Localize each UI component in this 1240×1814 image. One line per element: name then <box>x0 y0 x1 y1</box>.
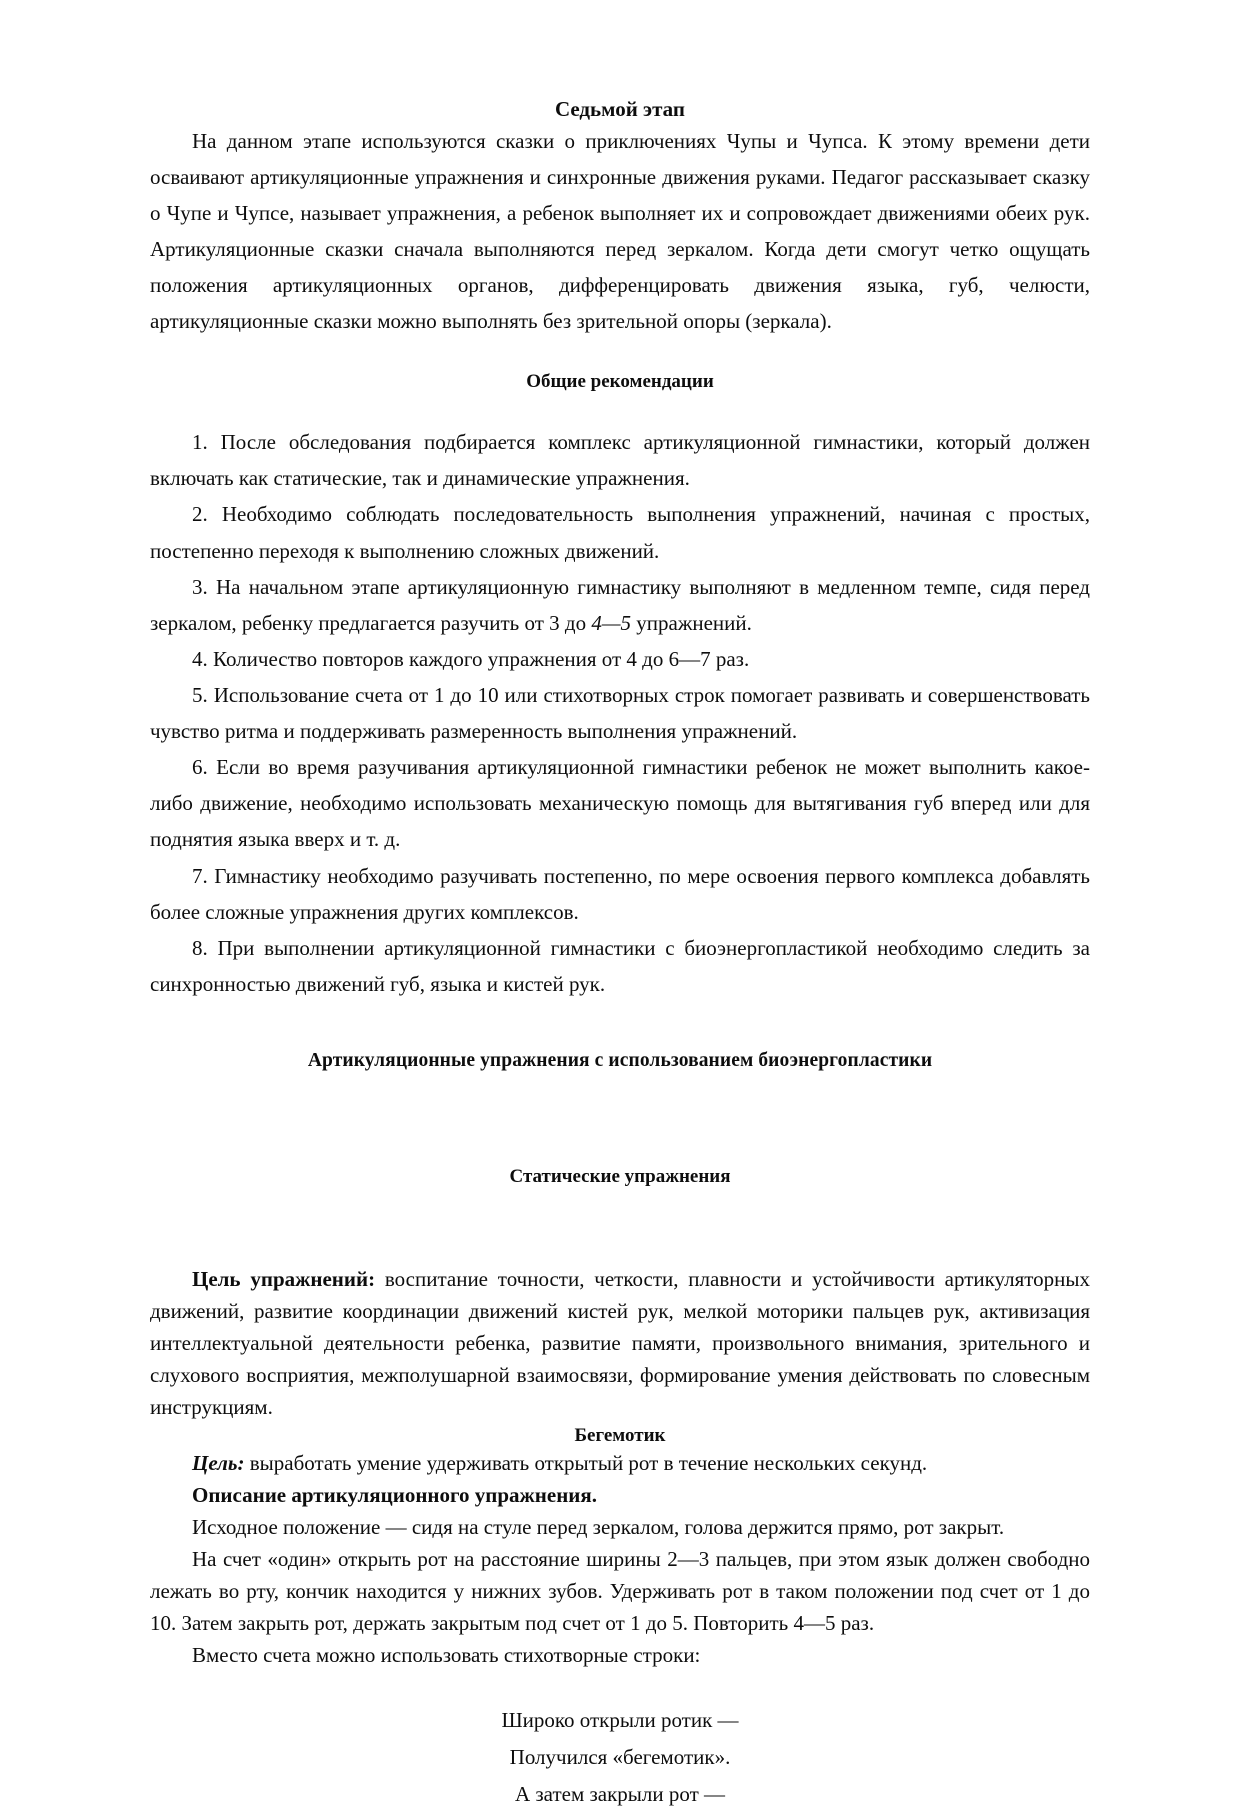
exercise-instruction: На счет «один» открыть рот на расстояние ширины 2—3 пальцев, при этом язык должен свободно лежать во рту, кончик находится у нижних зубов. Удерживать рот в таком положении под счет от 1 до 10. Затем закрыть рот, держать закрытым под счет от 1 до 5. Повторить 4—5 раз. <box>150 1546 1090 1635</box>
recommendation-number: 5. <box>192 682 208 707</box>
goal-paragraph <box>150 1264 1090 1424</box>
recommendation-number: 6. <box>192 755 208 780</box>
recommendation-item <box>150 424 1090 496</box>
recommendation-item <box>150 930 1090 1002</box>
exercise-title: Бегемотик <box>574 1424 666 1446</box>
exercise-start-position: Исходное положение — сидя на стуле перед зеркалом, голова держится прямо, рот закрыт. <box>192 1515 1005 1540</box>
spacer <box>150 340 1090 370</box>
recommendation-item <box>150 496 1090 568</box>
recommendation-item <box>150 677 1090 749</box>
recommendation-text: Использование счета от 1 до 10 или стихотворных строк помогает развивать и совершенствовать чувство ритма и поддерживать размеренность выполнения упражнений. <box>150 682 1090 744</box>
section-heading: Седьмой этап <box>554 97 686 121</box>
exercise-purpose <box>150 1448 1090 1480</box>
recommendation-item <box>150 641 1090 677</box>
recommendations-heading: Общие рекомендации <box>526 370 714 392</box>
spacer <box>150 1002 1090 1048</box>
exercises-heading: Артикуляционные упражнения с использованием биоэнергопластики <box>307 1049 933 1071</box>
purpose-label: Цель: <box>192 1451 245 1476</box>
recommendation-number: 8. <box>192 935 208 960</box>
recommendation-text: На начальном этапе артикуляционную гимнастику выполняют в медленном темпе, сидя перед зеркалом, ребенку предлагается разучить от 3 до <box>150 574 1090 635</box>
recommendation-number: 2. <box>192 502 208 527</box>
recommendation-text: Гимнастику необходимо разучивать постепенно, по мере освоения первого комплекса добавлять более сложные упражнения других комплексов. <box>150 863 1090 924</box>
recommendation-text: Если во время разучивания артикуляционной гимнастики ребенок не может выполнить какое-либо движение, необходимо использовать механическую помощь для вытягивания губ вперед или для поднятия языка вверх и т. д. <box>150 755 1091 852</box>
recommendation-number: 7. <box>192 863 208 888</box>
spacer <box>150 1190 1090 1264</box>
verse-intro: Вместо счета можно использовать стихотворные строки: <box>192 1642 701 1667</box>
static-exercises-heading: Статические упражнения <box>509 1166 731 1188</box>
goal-label: Цель упражнений: <box>192 1267 376 1291</box>
spacer <box>150 394 1090 424</box>
recommendation-number: 3. <box>192 574 208 599</box>
recommendation-text: При выполнении артикуляционной гимнастики с биоэнергопластикой необходимо следить за синхронностью движений губ, языка и кистей рук. <box>150 935 1090 996</box>
recommendation-number: 1. <box>192 430 208 455</box>
exercise-description-label: Описание артикуляционного упражнения. <box>192 1483 598 1508</box>
goal-text: воспитание точности, четкости, плавности и устойчивости артикуляторных движений, развитие координации движений кистей рук, мелкой моторики пальцев рук, активизация интеллектуальной деятельности ребенка, развитие памяти, произвольного внимания, зрительного и слухового восприятия, межполушарной взаимосвязи, формирование умения действовать по словесным инструкциям. <box>150 1267 1090 1419</box>
recommendation-text-tail: упражнений. <box>631 610 752 635</box>
recommendation-text: Количество повторов каждого упражнения от 4 до 6—7 раз. <box>213 646 750 671</box>
intro-paragraph: На данном этапе используются сказки о приключениях Чупы и Чупса. К этому времени дети осваивают артикуляционные упражнения и синхронные движения руками. Педагог рассказывает сказку о Чупе и Чупсе, называет упражнения, а ребенок выполняет их и сопровождает движениями обеих рук. Артикуляционные сказки сначала выполняются перед зеркалом. Когда дети смогут четко ощущать положения артикуляционных органов, дифференцировать движения языка, губ, челюсти, артикуляционные сказки можно выполнять без зрительной опоры (зеркала). <box>150 128 1090 334</box>
verse-line: Широко открыли ротик — <box>501 1707 739 1732</box>
recommendation-emphasis: 4—5 <box>591 610 632 635</box>
recommendation-text: После обследования подбирается комплекс артикуляционной гимнастики, который должен включать как статические, так и динамические упражнения. <box>150 430 1090 491</box>
spacer <box>150 1073 1090 1165</box>
recommendation-item <box>150 749 1090 857</box>
verse-line: А затем закрыли рот — <box>514 1782 726 1807</box>
document-body <box>150 96 1090 1814</box>
recommendation-number: 4. <box>192 646 208 671</box>
verse-block <box>150 1702 1090 1814</box>
recommendation-item <box>150 858 1090 930</box>
purpose-text: выработать умение удерживать открытый рот в течение нескольких секунд. <box>244 1451 928 1476</box>
verse-line: Получился «бегемотик». <box>509 1744 731 1769</box>
recommendation-text: Необходимо соблюдать последовательность выполнения упражнений, начиная с простых, постепенно переходя к выполнению сложных движений. <box>150 502 1090 563</box>
spacer <box>150 1672 1090 1702</box>
recommendation-item <box>150 569 1090 641</box>
